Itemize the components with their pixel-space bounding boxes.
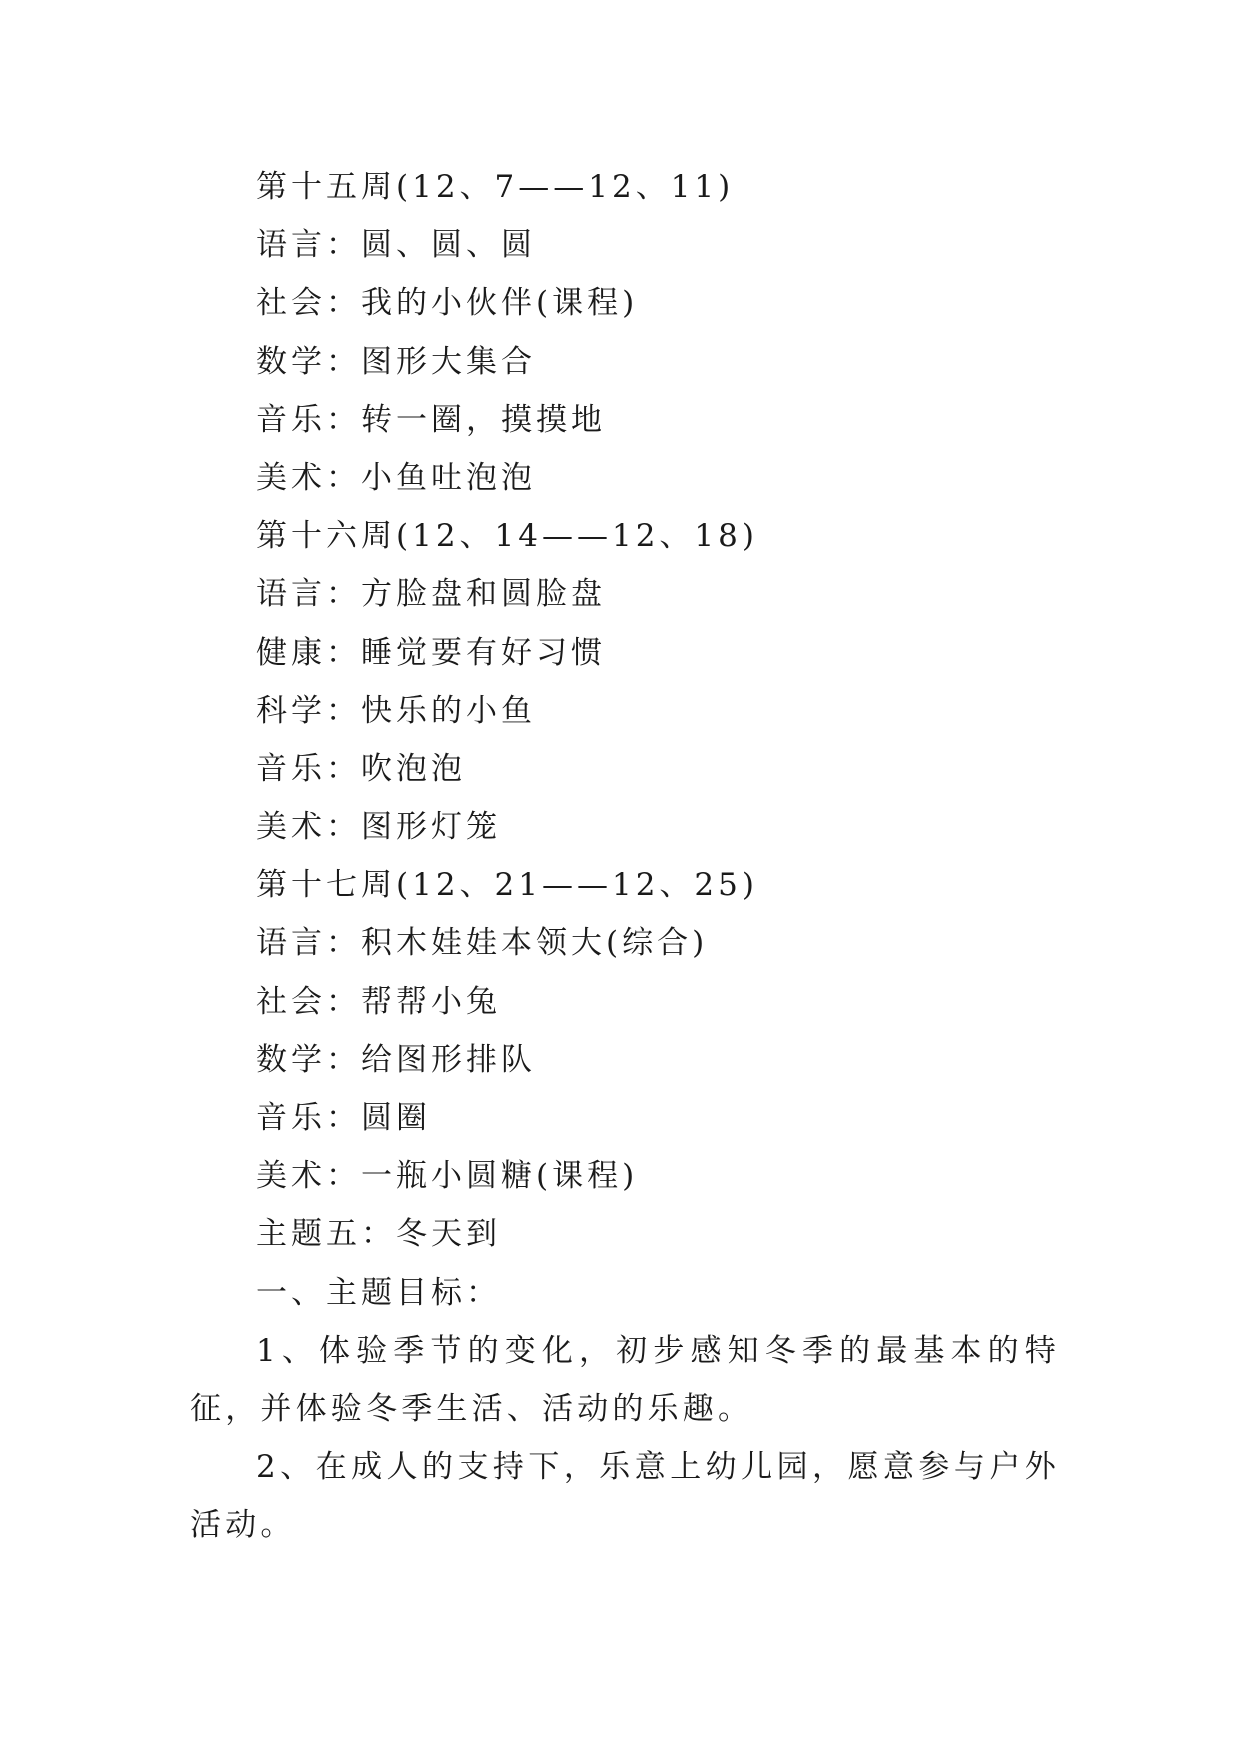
week-15-society: 社会：我的小伙伴(课程) [256, 285, 639, 322]
week-17-society: 社会：帮帮小兔 [256, 983, 501, 1020]
week-17-heading: 第十七周(12、21——12、25) [256, 867, 758, 904]
document-body [190, 158, 1060, 1555]
theme-goals-heading: 一、主题目标： [256, 1274, 501, 1311]
week-16-science: 科学：快乐的小鱼 [256, 692, 536, 729]
week-16-health: 健康：睡觉要有好习惯 [256, 634, 606, 671]
week-17-art: 美术：一瓶小圆糖(课程) [256, 1158, 639, 1195]
theme-five-title: 主题五：冬天到 [256, 1216, 501, 1253]
week-17-music: 音乐：圆圈 [256, 1100, 431, 1136]
week-17-math: 数学：给图形排队 [256, 1041, 536, 1078]
goal-paragraph-2: 2、在成人的支持下，乐意上幼儿园，愿意参与户外活动。 [190, 1449, 1060, 1544]
week-16-music: 音乐：吹泡泡 [256, 750, 466, 787]
week-15-math: 数学：图形大集合 [256, 343, 536, 380]
goal-paragraph-1: 1、体验季节的变化，初步感知冬季的最基本的特征，并体验冬季生活、活动的乐趣。 [190, 1332, 1060, 1427]
week-15-music: 音乐：转一圈，摸摸地 [256, 401, 606, 438]
week-16-language: 语言：方脸盘和圆脸盘 [256, 576, 606, 613]
week-16-heading: 第十六周(12、14——12、18) [256, 518, 758, 555]
week-15-heading: 第十五周(12、7——12、11) [256, 169, 735, 205]
week-15-language: 语言：圆、圆、圆 [256, 227, 536, 264]
week-17-language: 语言：积木娃娃本领大(综合) [256, 925, 709, 962]
week-15-art: 美术：小鱼吐泡泡 [256, 459, 536, 496]
week-16-art: 美术：图形灯笼 [256, 809, 501, 846]
